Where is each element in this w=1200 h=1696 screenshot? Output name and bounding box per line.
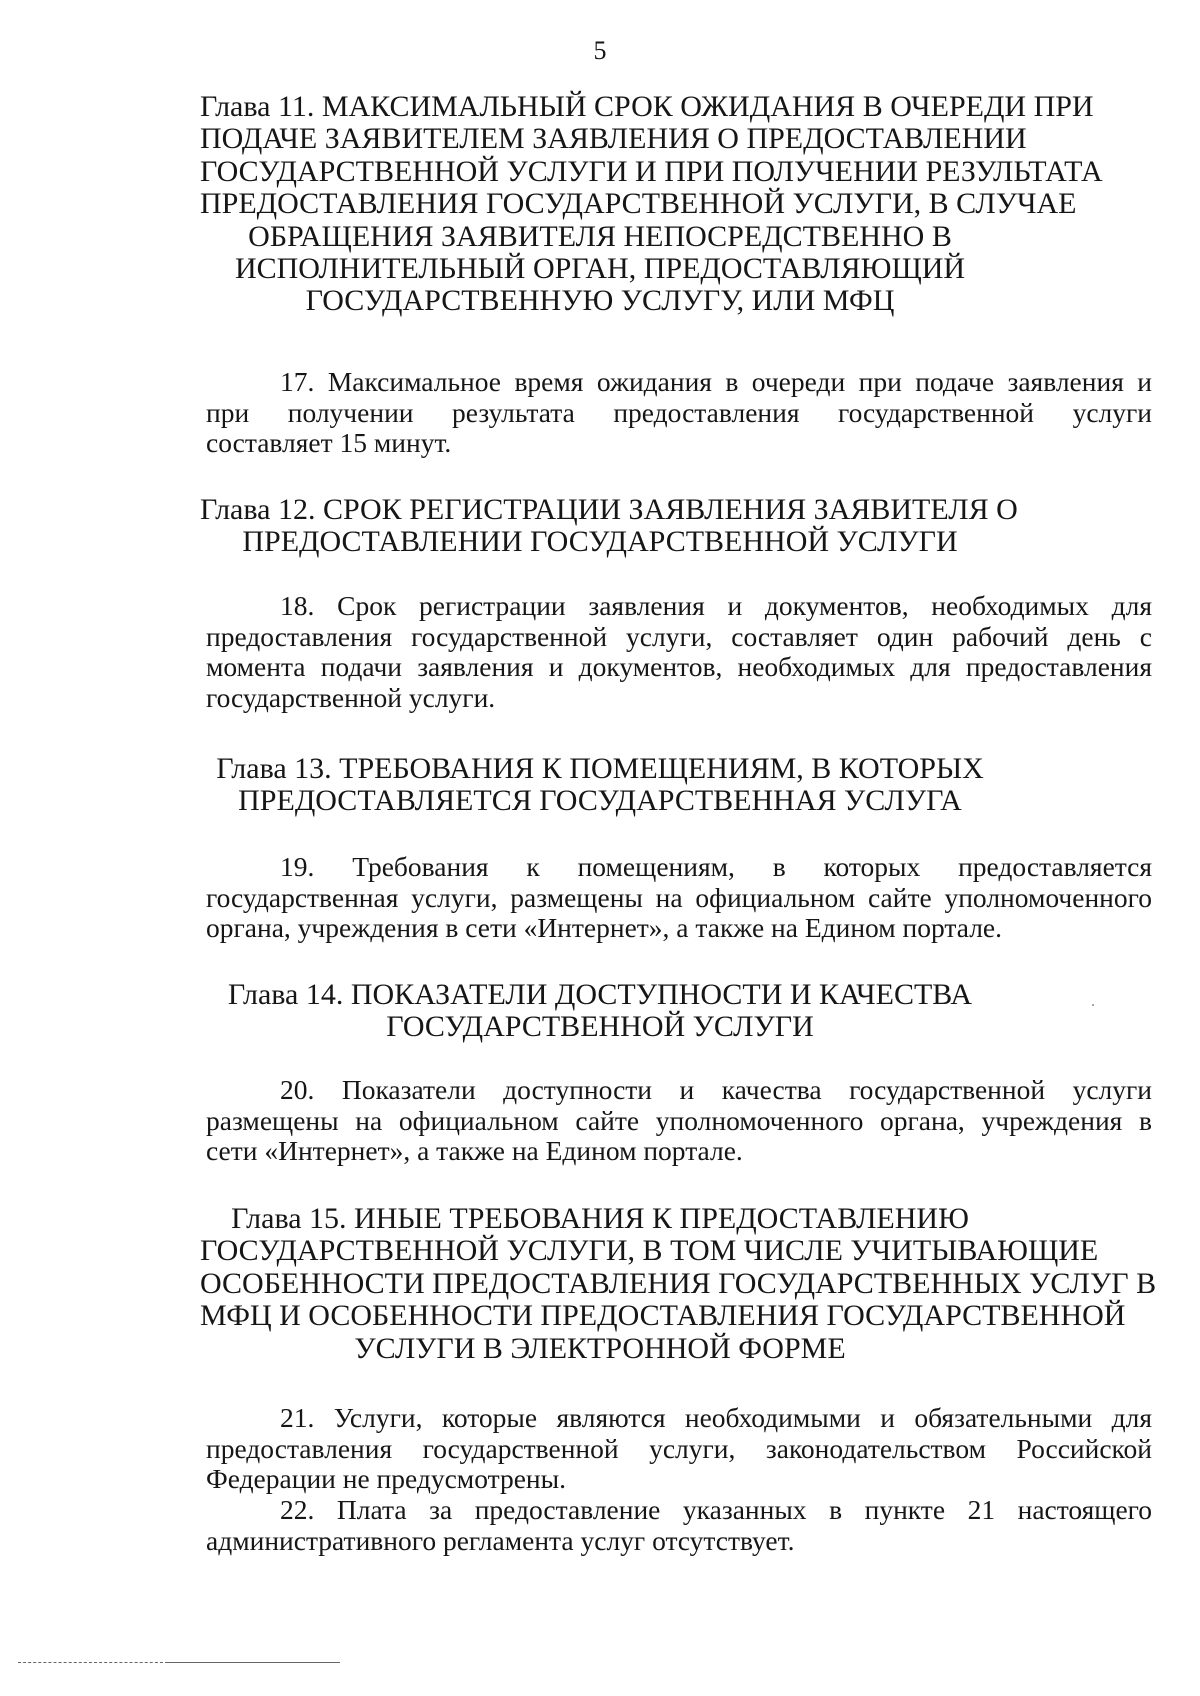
paragraph-18 [206, 591, 1152, 713]
heading-line: ОБРАЩЕНИЯ ЗАЯВИТЕЛЯ НЕПОСРЕДСТВЕННО В [248, 219, 952, 253]
paragraph-line: размещены на официальном сайте уполномоченного органа, учреждения в [206, 1104, 1152, 1136]
heading-line: Глава 13. ТРЕБОВАНИЯ К ПОМЕЩЕНИЯМ, В КОТОРЫХ [216, 752, 984, 785]
paragraph-line: административного регламента услуг отсутствует. [206, 1524, 795, 1556]
heading-line: ОСОБЕННОСТИ ПРЕДОСТАВЛЕНИЯ ГОСУДАРСТВЕННЫХ УСЛУГ В [200, 1266, 1157, 1300]
chapter-14-heading [200, 979, 1000, 1044]
paragraph-22 [206, 1495, 1152, 1556]
paragraph-line: предоставления государственной услуги, законодательством Российской [206, 1432, 1152, 1464]
scan-artifact-line [168, 1662, 340, 1663]
paragraph-21 [206, 1403, 1152, 1495]
heading-line: ГОСУДАРСТВЕННОЙ УСЛУГИ [386, 1010, 814, 1044]
scan-artifact-line [18, 1662, 168, 1663]
heading-line: ГОСУДАРСТВЕННОЙ УСЛУГИ, В ТОМ ЧИСЛЕ УЧИТЫВАЮЩИЕ [200, 1234, 1099, 1268]
heading-line: УСЛУГИ В ЭЛЕКТРОННОЙ ФОРМЕ [354, 1331, 846, 1365]
paragraph-line: государственная услуги, размещены на официальном сайте уполномоченного [206, 881, 1152, 913]
paragraph-line: составляет 15 минут. [206, 427, 452, 458]
heading-line: ГОСУДАРСТВЕННОЙ УСЛУГИ И ПРИ ПОЛУЧЕНИИ РЕЗУЛЬТАТА [200, 154, 1103, 188]
paragraph-line: Федерации не предусмотрены. [206, 1463, 566, 1494]
chapter-13-heading [200, 753, 1000, 818]
paragraph-20 [206, 1075, 1152, 1167]
paragraph-line: 20. Показатели доступности и качества государственной услуги [280, 1074, 1152, 1105]
heading-line: ПРЕДОСТАВЛЕНИИ ГОСУДАРСТВЕННОЙ УСЛУГИ [242, 525, 958, 559]
paragraph-17 [206, 367, 1152, 459]
heading-line: Глава 11. МАКСИМАЛЬНЫЙ СРОК ОЖИДАНИЯ В ОЧЕРЕДИ ПРИ [200, 90, 1094, 123]
paragraph-line: 22. Плата за предоставление указанных в пункте 21 настоящего [280, 1494, 1152, 1525]
paragraph-line: 21. Услуги, которые являются необходимыми и обязательными для [280, 1402, 1152, 1433]
paragraph-line: при получении результата предоставления государственной услуги [206, 396, 1152, 428]
chapter-15-heading [200, 1202, 1157, 1365]
chapter-12-heading [200, 493, 1018, 559]
paragraph-line: государственной услуги. [206, 681, 496, 713]
heading-line: Глава 14. ПОКАЗАТЕЛИ ДОСТУПНОСТИ И КАЧЕСТВА [227, 978, 973, 1011]
heading-line: МФЦ И ОСОБЕННОСТИ ПРЕДОСТАВЛЕНИЯ ГОСУДАРСТВЕННОЙ [200, 1299, 1126, 1333]
heading-line: Глава 12. СРОК РЕГИСТРАЦИИ ЗАЯВЛЕНИЯ ЗАЯВИТЕЛЯ О [200, 493, 1018, 526]
heading-line: ПРЕДОСТАВЛЯЕТСЯ ГОСУДАРСТВЕННАЯ УСЛУГА [238, 784, 962, 818]
heading-line: ПРЕДОСТАВЛЕНИЯ ГОСУДАРСТВЕННОЙ УСЛУГИ, В СЛУЧАЕ [200, 187, 1077, 221]
heading-line: ГОСУДАРСТВЕННУЮ УСЛУГУ, ИЛИ МФЦ [305, 284, 895, 318]
paragraph-line: предоставления государственной услуги, составляет один рабочий день с [206, 620, 1152, 652]
heading-line: ПОДАЧЕ ЗАЯВИТЕЛЕМ ЗАЯВЛЕНИЯ О ПРЕДОСТАВЛЕНИИ [200, 122, 1027, 156]
chapter-11-heading [200, 90, 1103, 318]
paragraph-line: момента подачи заявления и документов, необходимых для предоставления [206, 651, 1152, 682]
paragraph-line: 17. Максимальное время ожидания в очереди при подаче заявления и [280, 366, 1152, 397]
paragraph-line: сети «Интернет», а также на Едином портале. [206, 1135, 743, 1166]
paragraph-line: органа, учреждения в сети «Интернет», а также на Едином портале. [206, 912, 1003, 943]
paragraph-line: 18. Срок регистрации заявления и документов, необходимых для [280, 590, 1152, 621]
paragraph-19 [206, 852, 1152, 944]
paragraph-line: 19. Требования к помещениям, в которых предоставляется [280, 851, 1152, 882]
heading-line: Глава 15. ИНЫЕ ТРЕБОВАНИЯ К ПРЕДОСТАВЛЕНИЮ [231, 1202, 969, 1235]
page-number: 5 [593, 36, 607, 65]
heading-line: ИСПОЛНИТЕЛЬНЫЙ ОРГАН, ПРЕДОСТАВЛЯЮЩИЙ [234, 252, 966, 286]
scan-speck [1092, 1004, 1094, 1006]
